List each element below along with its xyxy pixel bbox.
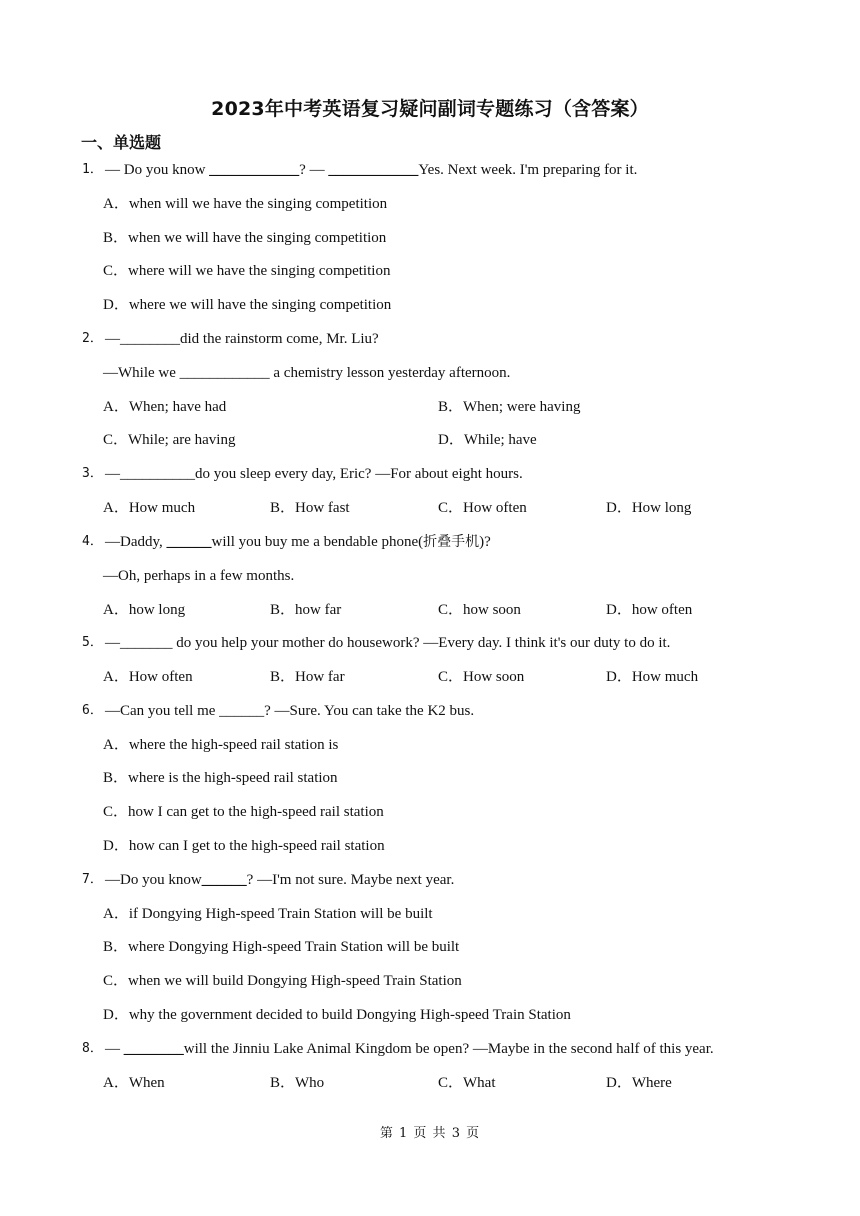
question-stem: —________did the rainstorm come, Mr. Liu? <box>105 331 379 347</box>
option-b: B．how far <box>270 602 342 618</box>
option-d: D．While; have <box>438 432 537 448</box>
option-d: D．why the government decided to build Dongying High-speed Train Station <box>103 1007 571 1023</box>
option-c: C．where will we have the singing competition <box>103 263 391 279</box>
option-a: A．How often <box>103 669 193 685</box>
option-c: C．How soon <box>438 669 525 685</box>
question-number: 4． <box>82 534 103 549</box>
question-number: 3． <box>82 466 103 481</box>
option-b: B．where is the high-speed rail station <box>103 770 338 786</box>
question-number: 1． <box>82 162 103 177</box>
question-stem: —Can you tell me ______? —Sure. You can take the K2 bus. <box>105 703 475 719</box>
option-c: C．How often <box>438 500 527 516</box>
question-number: 7． <box>82 872 103 887</box>
option-a: A．where the high-speed rail station is <box>103 737 339 753</box>
option-b: B．when we will have the singing competition <box>103 230 387 246</box>
option-a: A．how long <box>103 602 186 618</box>
page-footer: 第 1 页 共 3 页 <box>379 1126 481 1141</box>
option-c: C．when we will build Dongying High-speed Train Station <box>103 973 462 989</box>
option-d: D．where we will have the singing competition <box>103 297 392 313</box>
option-b: B．How far <box>270 669 345 685</box>
question-number: 8． <box>82 1041 103 1056</box>
question-stem-line2: —Oh, perhaps in a few months. <box>103 568 295 584</box>
question-stem: —_______ do you help your mother do housework? —Every day. I think it's our duty to do it. <box>105 635 671 651</box>
option-a: A．when will we have the singing competition <box>103 196 388 212</box>
option-b: B．where Dongying High-speed Train Station will be built <box>103 939 460 955</box>
option-b: B．How fast <box>270 500 350 516</box>
option-a: A．How much <box>103 500 196 516</box>
option-b: B．When; were having <box>438 399 581 415</box>
option-d: D．how can I get to the high-speed rail station <box>103 838 385 854</box>
document-title: 2023年中考英语复习疑问副词专题练习（含答案） <box>211 98 649 120</box>
question-number: 2． <box>82 331 103 346</box>
option-c: C．how I can get to the high-speed rail station <box>103 804 384 820</box>
option-a: A．When <box>103 1075 165 1091</box>
option-c: C．how soon <box>438 602 521 618</box>
question-stem: —Do you know______? —I'm not sure. Maybe next year. <box>105 872 455 888</box>
option-c: C．While; are having <box>103 432 236 448</box>
option-d: D．how often <box>606 602 693 618</box>
option-a: A．When; have had <box>103 399 227 415</box>
question-stem: —__________do you sleep every day, Eric? —For about eight hours. <box>105 466 523 482</box>
question-stem: — ________will the Jinniu Lake Animal Kingdom be open? —Maybe in the second half of this year. <box>105 1041 714 1057</box>
option-d: D．How long <box>606 500 692 516</box>
question-stem: — Do you know ____________? — ____________Yes. Next week. I'm preparing for it. <box>105 162 638 178</box>
option-d: D．Where <box>606 1075 672 1091</box>
section-heading: 一、单选题 <box>81 133 162 152</box>
question-number: 5． <box>82 635 103 650</box>
question-number: 6． <box>82 703 103 718</box>
question-stem-line2: —While we ____________ a chemistry lesson yesterday afternoon. <box>103 365 511 381</box>
question-stem: —Daddy, ______will you buy me a bendable phone(折叠手机)? <box>105 534 491 550</box>
option-c: C．What <box>438 1075 496 1091</box>
option-b: B．Who <box>270 1075 325 1091</box>
option-a: A．if Dongying High-speed Train Station will be built <box>103 906 433 922</box>
option-d: D．How much <box>606 669 699 685</box>
